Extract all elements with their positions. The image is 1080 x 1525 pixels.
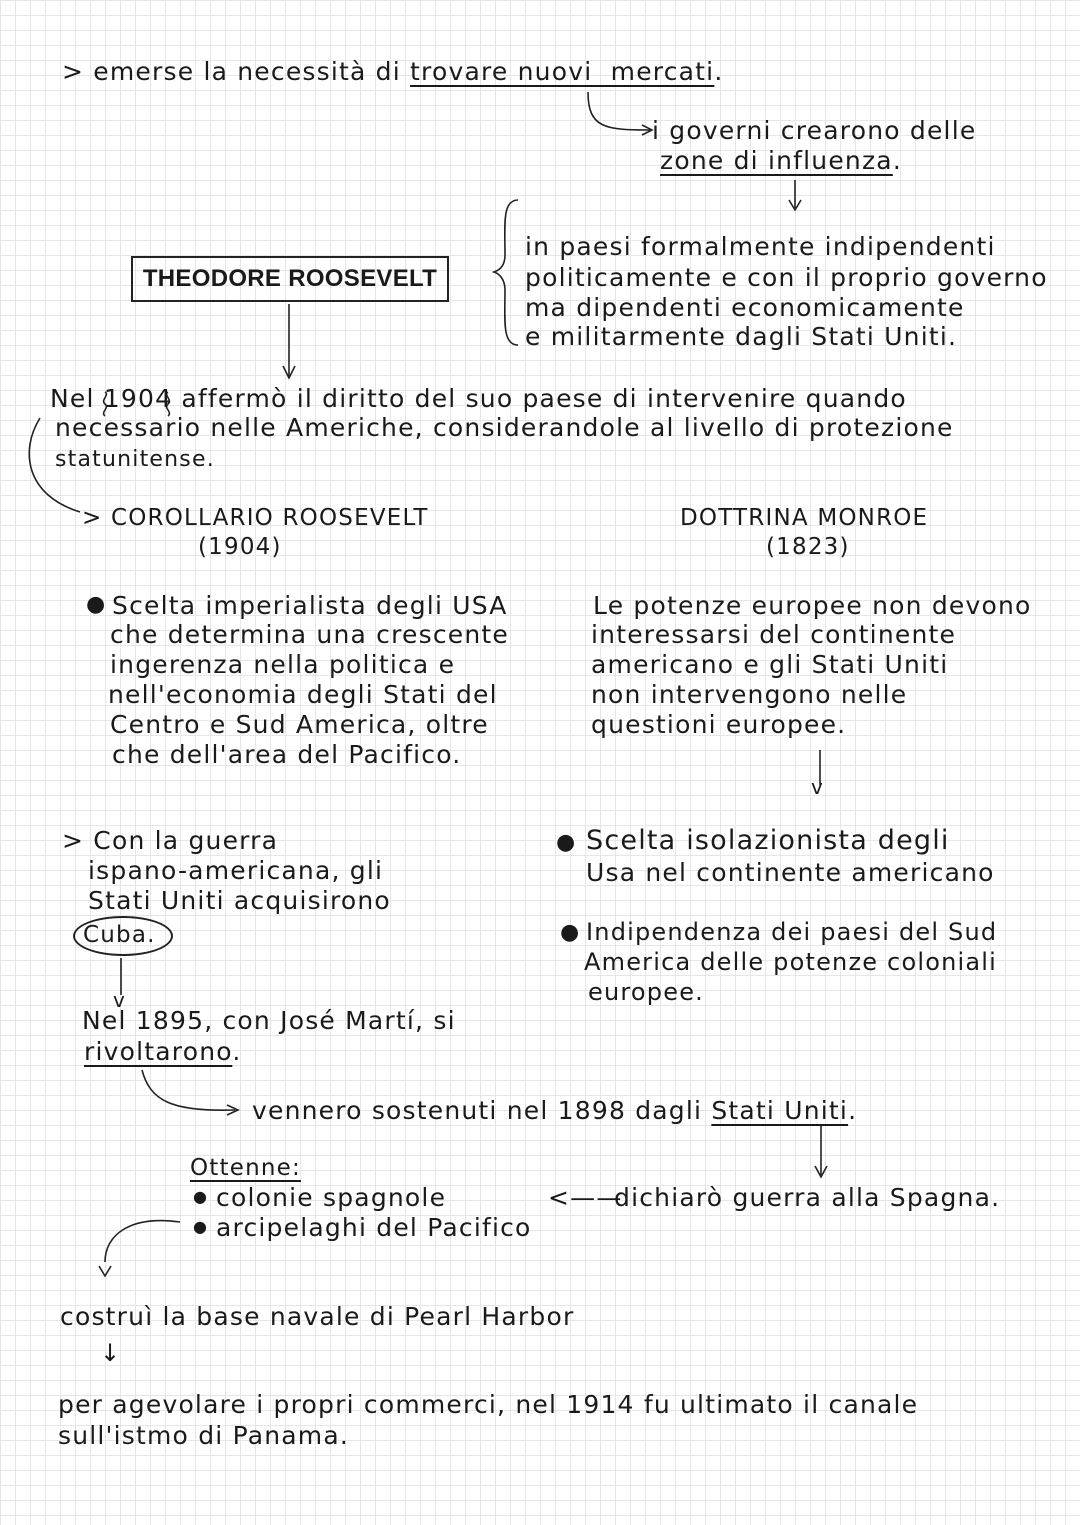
bullet-dot: ● [193,1217,207,1236]
guerra-line-1: > Con la guerra [62,826,279,855]
monroe-year: (1823) [766,534,850,560]
line-mercati: > emerse la necessità di trovare nuovi mercati. [62,57,724,86]
trovare-mercati: trovare nuovi mercati [410,57,715,86]
monroe-b1-2: Usa nel continente americano [586,858,995,887]
paesi-line-1: in paesi formalmente indipendenti [525,232,996,261]
curly-brace [494,200,518,345]
governi-line: i governi crearono delle [652,116,977,145]
pearl-arrow-down: ↓ [100,1339,122,1367]
corollario-text-4: nell'economia degli Stati del [108,680,498,709]
year-1904: 1904 [103,384,173,413]
bullet-dot: ● [560,920,580,945]
corollario-text-5: Centro e Sud America, oltre [110,710,489,739]
paesi-line-2: politicamente e con il proprio governo [525,263,1048,292]
pearl-harbor: costruì la base navale di Pearl Harbor [60,1302,575,1331]
cuba: Cuba. [83,922,156,948]
monroe-text-4: non intervengono nelle [591,680,908,709]
corollario-year: (1904) [198,534,282,560]
hook-arrow-governi [588,92,650,130]
curve-pearl [105,1221,180,1262]
paesi-line-3: ma dipendenti economicamente [525,293,965,322]
nel1904-line-3: statunitense. [55,447,215,472]
guerra-line-3: Stati Uniti acquisirono [88,886,391,915]
sostenuti-line: vennero sostenuti nel 1898 dagli Stati Uniti. [252,1096,858,1125]
corollario-text-3: ingerenza nella politica e [110,650,456,679]
monroe-b2-1: Indipendenza dei paesi del Sud [586,918,998,946]
ottenne-item-1: colonie spagnole [216,1183,447,1212]
curve-rivoltarono [142,1070,235,1110]
rivoltarono: rivoltarono. [84,1037,242,1066]
monroe-text-3: americano e gli Stati Uniti [591,650,949,679]
monroe-arrow-head: v [811,775,825,799]
monroe-text-5: questioni europee. [591,710,847,739]
corollario-text-6: che dell'area del Pacifico. [112,740,462,769]
nel1904-line-1: Nel 1904 affermò il diritto del suo paese di intervenire quando [50,384,907,413]
ottenne-item-2: arcipelaghi del Pacifico [216,1213,532,1242]
corollario-title: > COROLLARIO ROOSEVELT [82,505,429,531]
ottenne-title: Ottenne: [190,1155,301,1181]
monroe-title: DOTTRINA MONROE [680,505,929,531]
nel1895: Nel 1895, con José Martí, si [82,1006,456,1035]
bullet-dot: ● [556,830,576,855]
dichiaro-guerra: dichiarò guerra alla Spagna. [614,1183,1001,1212]
canale-line-1: per agevolare i propri commerci, nel 1914 fu ultimato il canale [58,1390,919,1419]
monroe-text-1: Le potenze europee non devono [593,591,1032,620]
monroe-b2-2: America delle potenze coloniali [584,948,998,976]
nel1904-line-2: necessario nelle Americhe, considerandole al livello di protezione [55,413,954,442]
cuba-arrow-head: v [113,988,127,1012]
zone-influenza: zone di influenza. [660,146,902,175]
bullet-dot: ● [193,1187,207,1206]
canale-line-2: sull'istmo di Panama. [58,1421,350,1450]
paesi-line-4: e militarmente dagli Stati Uniti. [525,322,958,351]
bullet-dot: ● [86,592,106,617]
monroe-text-2: interessarsi del continente [591,620,957,649]
ottenne-arrow: <—— [548,1183,623,1212]
monroe-b1-1: Scelta isolazionista degli [586,825,950,856]
corollario-text-1: Scelta imperialista degli USA [112,591,508,620]
corollario-text-2: che determina una crescente [110,620,509,649]
monroe-b2-3: europee. [588,978,704,1006]
guerra-line-2: ispano-americana, gli [88,856,384,885]
roosevelt-box: THEODORE ROOSEVELT [131,256,449,302]
